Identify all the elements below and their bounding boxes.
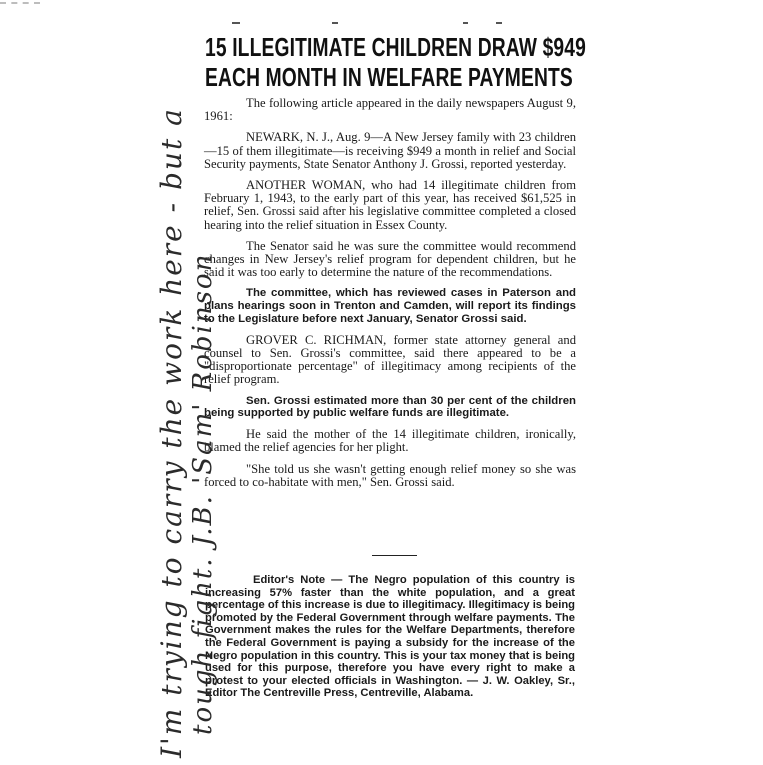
section-divider: [372, 555, 417, 556]
article-paragraph: NEWARK, N. J., Aug. 9—A New Jersey family with 23 children—15 of them illegitimate—is receiving $949 a month in relief and Social Security payments, State Senator Anthony J. Grossi, reported yesterday.: [204, 130, 576, 171]
handwritten-note-line-1: I'm trying to carry the work here - but a: [155, 107, 188, 758]
scan-speck: [232, 22, 240, 24]
article-body: [204, 97, 576, 497]
headline-line-1: 15 ILLEGITIMATE CHILDREN DRAW $949: [205, 32, 586, 62]
editor-note: Editor's Note — The Negro population of this country is increasing 57% faster than the white population, and a great percentage of this increase is due to illegitimacy. Illegitimacy is being promoted by the Federal Government through welfare payments. The Government makes the rules for the Welfare Departments, therefore the Federal Government is paying a subsidy for the increase of the Negro population in this country. This is your tax money that is being used for this purpose, therefore you have every right to make a protest to your elected officials in Washington. — J. W. Oakley, Sr., Editor The Centreville Press, Centreville, Alabama.: [205, 574, 575, 700]
scan-edge-mark: [0, 2, 40, 6]
article-paragraph: He said the mother of the 14 illegitimate children, ironically, blamed the relief agencies for her plight.: [204, 427, 576, 455]
article-paragraph: ANOTHER WOMAN, who had 14 illegitimate children from February 1, 1943, to the early part of this year, has received $61,525 in relief, Sen. Grossi said after his legislative committee completed a closed hearing into the relief situation in Essex County.: [204, 178, 576, 232]
scan-speck: [332, 22, 338, 24]
handwritten-note-line-2: tough fight. J.B. 'Sam' Robinson: [188, 252, 218, 735]
article-paragraph-bold: The committee, which has reviewed cases in Paterson and plans hearings soon in Trenton and Camden, will report its findings to the Legislature before next January, Senator Grossi said.: [204, 287, 576, 326]
article-paragraph: The Senator said he was sure the committee would recommend changes in New Jersey's relief program for dependent children, but he said it was too early to determine the nature of the recommendations.: [204, 238, 576, 280]
scan-speck: [463, 22, 468, 24]
article-paragraph: GROVER C. RICHMAN, former state attorney general and counsel to Sen. Grossi's committee, said there appeared to be a "disproportionate percentage" of illegitimacy among recipients of the relief program.: [204, 332, 576, 387]
article-paragraph: "She told us she wasn't getting enough relief money so she was forced to co-habitate with men," Sen. Grossi said.: [204, 461, 576, 489]
scan-speck: [496, 22, 502, 24]
article-paragraph: The following article appeared in the daily newspapers August 9, 1961:: [204, 96, 576, 124]
headline-line-2: EACH MONTH IN WELFARE PAYMENTS: [205, 62, 573, 92]
article-paragraph-bold: Sen. Grossi estimated more than 30 per cent of the children being supported by public welfare funds are illegitimate.: [204, 394, 576, 420]
article-headline: [205, 32, 586, 92]
